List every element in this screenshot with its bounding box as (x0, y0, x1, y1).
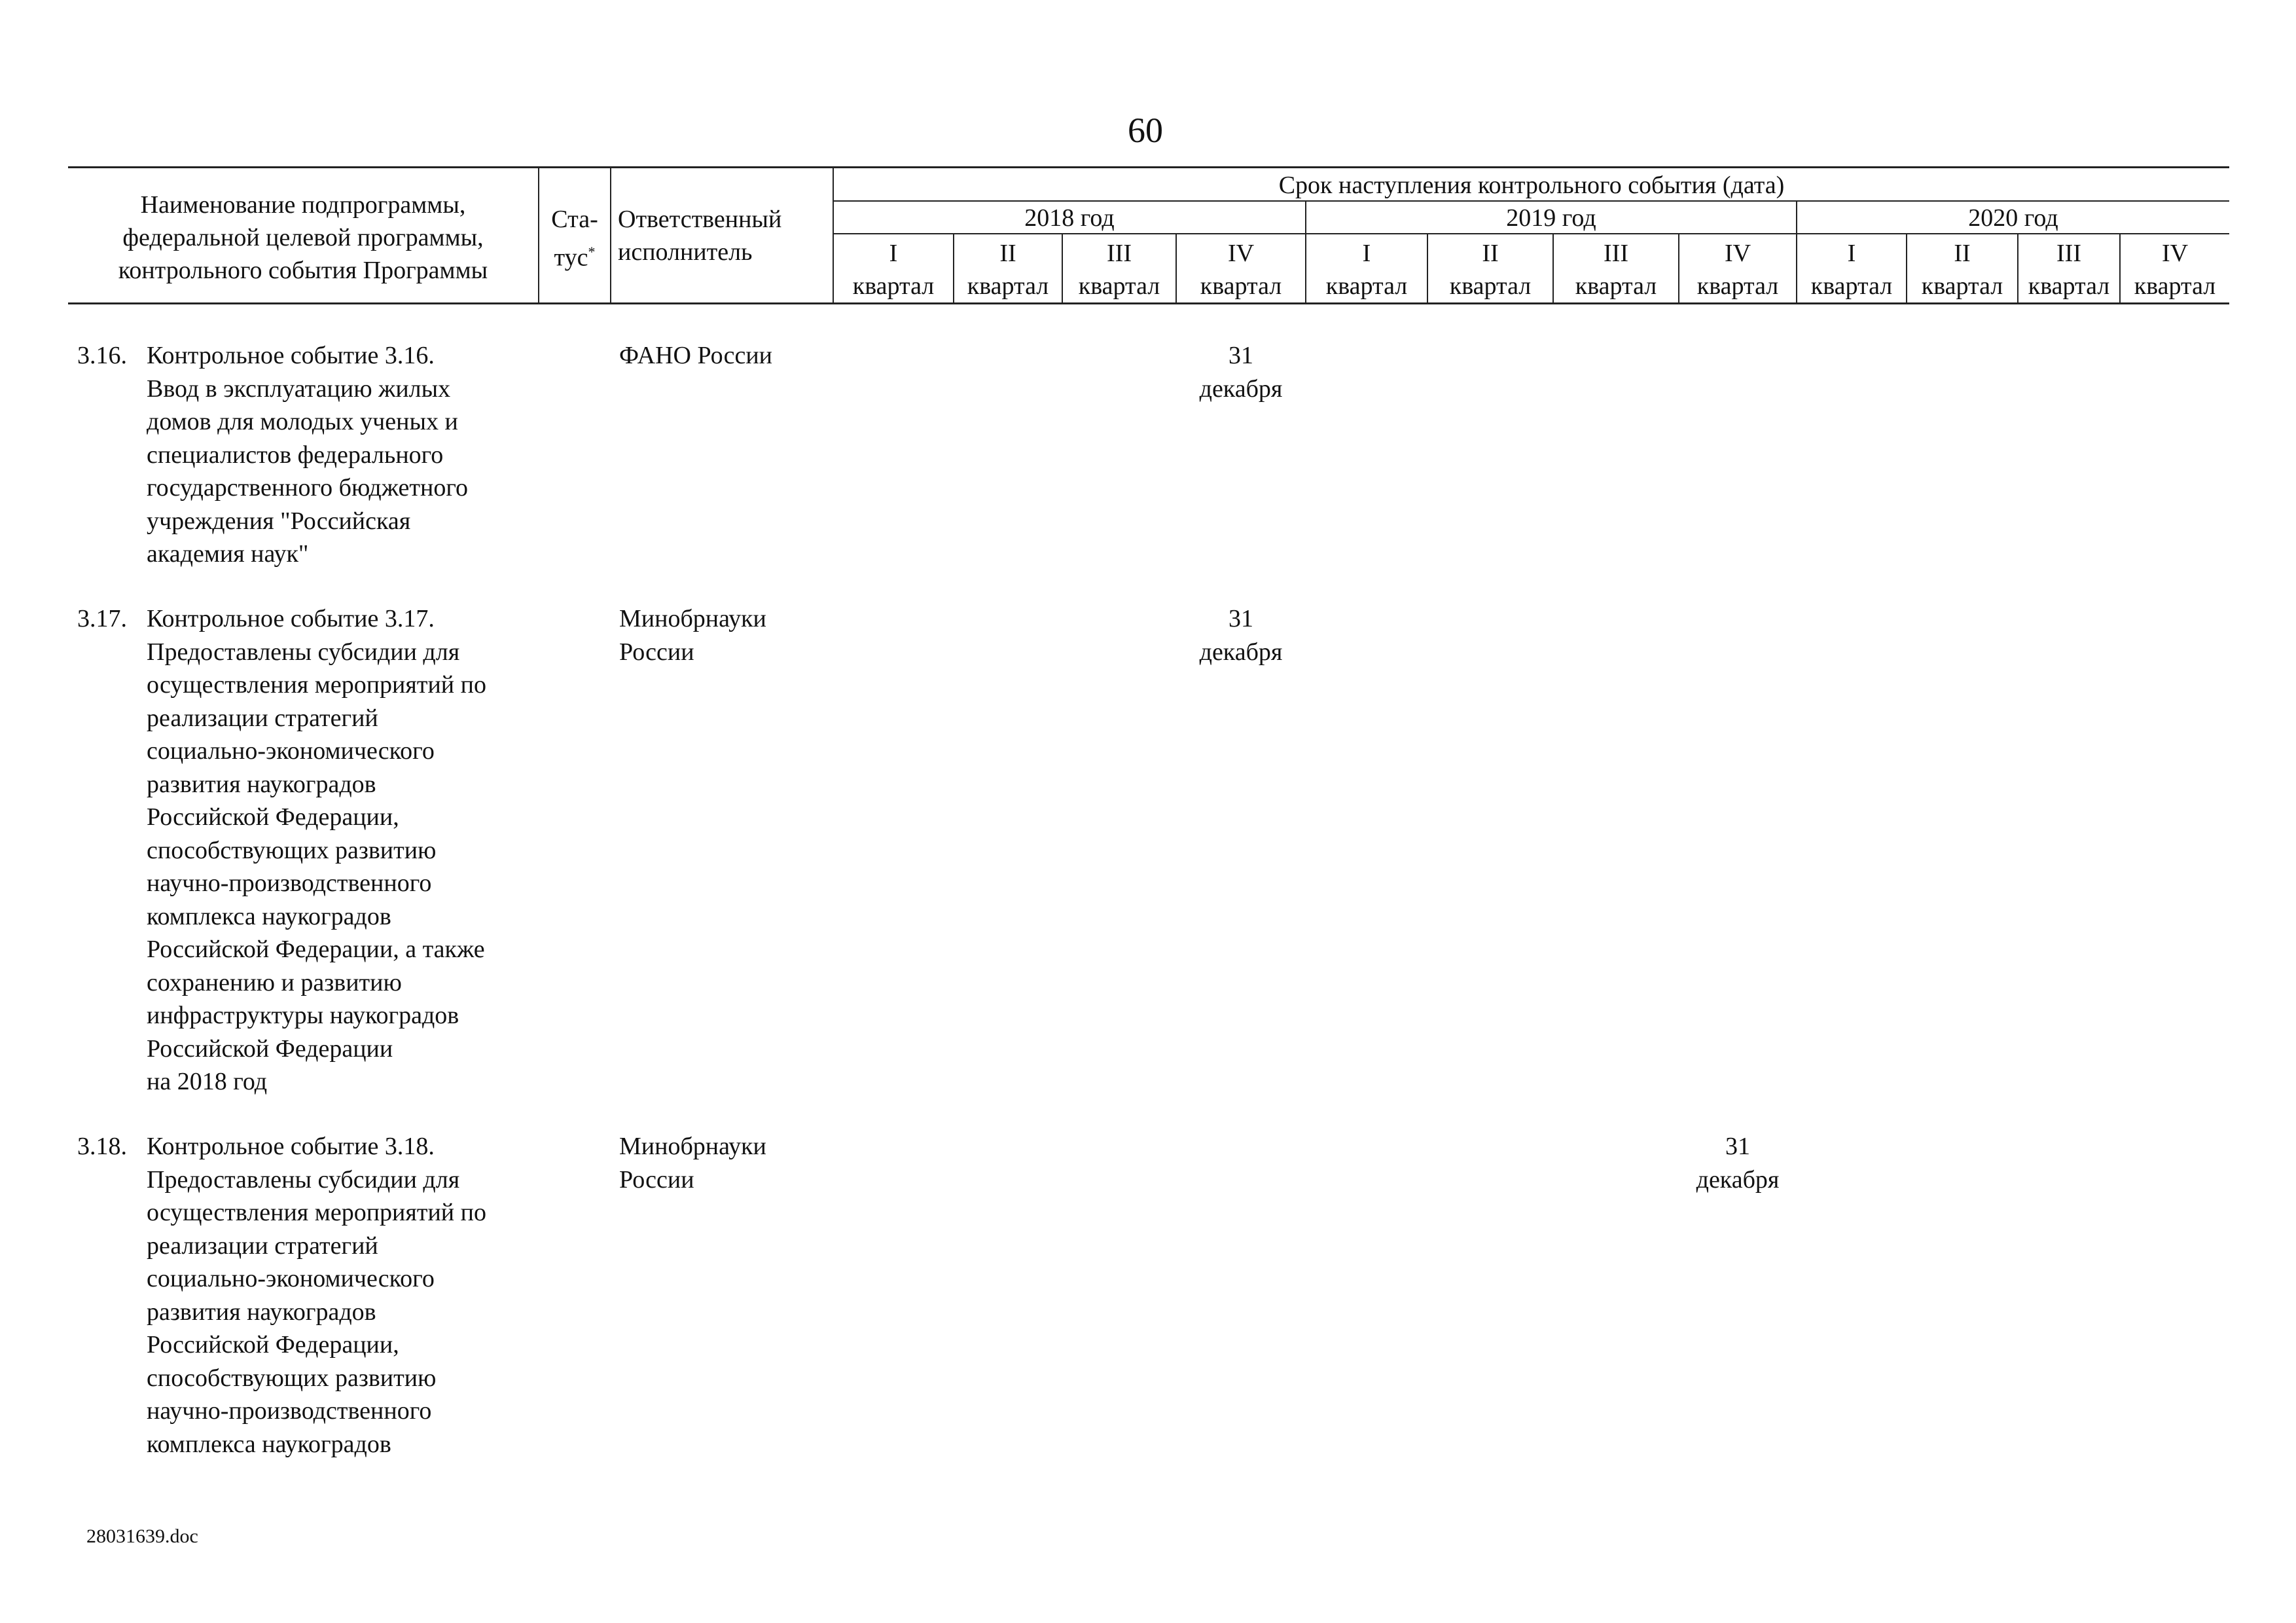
event-description-line: социально-экономического (147, 1265, 435, 1292)
event-description-line: академия наук" (147, 540, 309, 568)
status-column-header-line: тус (554, 244, 588, 272)
quarter-label: квартал (967, 272, 1049, 300)
document-filename: 28031639.doc (86, 1525, 198, 1547)
quarter-label: квартал (1575, 272, 1657, 300)
quarter-header (1306, 237, 1427, 302)
name-column-header-line: контрольного события Программы (118, 257, 488, 284)
event-executor-line: России (619, 638, 694, 666)
status-column-header (539, 203, 610, 274)
event-description-line: государственного бюджетного (147, 474, 468, 501)
quarter-numeral: III (1604, 240, 1628, 267)
event-description (147, 1130, 486, 1461)
event-date-month: декабря (1199, 374, 1283, 403)
event-description-line: развития наукоградов (147, 770, 376, 798)
quarter-numeral: III (2056, 240, 2081, 267)
event-executor-line: ФАНО России (619, 342, 772, 369)
quarter-header (1554, 237, 1678, 302)
quarter-header (1797, 237, 1906, 302)
event-number: 3.18. (77, 1133, 127, 1160)
status-column-header-line: Ста- (551, 206, 598, 233)
event-description-line: Контрольное событие 3.17. (147, 605, 435, 632)
event-description-line: научно-производственного (147, 869, 432, 897)
event-description-line: Российской Федерации, (147, 1331, 399, 1359)
event-date-day: 31 (1725, 1133, 1750, 1160)
year-header-2018: 2018 год (1024, 204, 1115, 232)
quarter-numeral: III (1107, 240, 1132, 267)
event-description-line: осуществления мероприятий по (147, 1199, 486, 1226)
table-top-border (68, 166, 2229, 168)
event-description-line: сохранению и развитию (147, 968, 402, 996)
event-description-line: учреждения "Российская (147, 507, 411, 535)
status-footnote-mark: * (588, 244, 596, 260)
executor-column-header-line: исполнитель (618, 238, 753, 266)
event-executor-line: Минобрнауки (619, 605, 766, 632)
event-description-line: на 2018 год (147, 1068, 268, 1095)
event-description-line: комплекса наукоградов (147, 902, 391, 930)
event-description-line: инфраструктуры наукоградов (147, 1002, 459, 1029)
event-executor (619, 339, 772, 373)
quarter-numeral: I (1362, 240, 1371, 267)
quarter-label: квартал (852, 272, 935, 300)
quarter-numeral: II (1482, 240, 1499, 267)
quarter-label: квартал (1325, 272, 1408, 300)
event-description-line: способствующих развитию (147, 1364, 437, 1392)
year-header-2020: 2020 год (1968, 204, 2058, 232)
event-description (147, 602, 486, 1099)
event-description-line: Контрольное событие 3.16. (147, 342, 435, 369)
event-description-line: реализации стратегий (147, 704, 378, 732)
quarter-header (1679, 237, 1796, 302)
event-description (147, 339, 468, 571)
event-date (1679, 1130, 1796, 1196)
quarter-numeral: I (889, 240, 898, 267)
event-date (1177, 339, 1305, 405)
quarter-numeral: IV (1227, 240, 1255, 267)
executor-column-header (618, 203, 831, 268)
event-description-line: домов для молодых ученых и (147, 408, 458, 435)
event-description-line: социально-экономического (147, 737, 435, 765)
column-divider-executor (610, 166, 611, 304)
quarter-label: квартал (1810, 272, 1893, 300)
quarter-label: квартал (1696, 272, 1779, 300)
event-executor-line: России (619, 1165, 694, 1194)
name-column-header-line: Наименование подпрограммы, (140, 191, 466, 219)
event-description-line: Контрольное событие 3.18. (147, 1133, 435, 1160)
event-description-line: Предоставлены субсидии для (147, 638, 460, 666)
event-description-line: реализации стратегий (147, 1231, 378, 1260)
event-date-day: 31 (1229, 605, 1253, 632)
quarter-label: квартал (1078, 272, 1160, 300)
event-description-line: развития наукоградов (147, 1298, 376, 1326)
event-number: 3.17. (77, 605, 127, 632)
event-description-line: специалистов федерального (147, 441, 444, 469)
quarter-header (1907, 237, 2017, 302)
executor-column-header-line: Ответственный (618, 206, 782, 233)
event-executor-line: Минобрнауки (619, 1133, 766, 1160)
table-header-bottom-border (68, 302, 2229, 304)
quarter-header (1063, 237, 1175, 302)
page-number: 60 (1128, 111, 1163, 150)
quarter-numeral: IV (2161, 240, 2189, 267)
event-number: 3.16. (77, 342, 127, 369)
event-description-line: Предоставлены субсидии для (147, 1165, 460, 1194)
quarter-label: квартал (1921, 272, 2003, 300)
quarter-label: квартал (1449, 272, 1532, 300)
quarter-numeral: I (1847, 240, 1856, 267)
event-description-line: осуществления мероприятий по (147, 671, 486, 699)
quarter-header (1177, 237, 1305, 302)
quarter-label: квартал (2028, 272, 2110, 300)
event-description-line: способствующих развитию (147, 836, 437, 864)
event-date (1177, 602, 1305, 668)
quarter-header (834, 237, 953, 302)
event-date-month: декабря (1199, 638, 1283, 666)
deadline-header: Срок наступления контрольного события (дата) (1278, 172, 1785, 199)
quarter-label: квартал (2134, 272, 2216, 300)
quarter-label: квартал (1200, 272, 1282, 300)
event-description-line: Ввод в эксплуатацию жилых (147, 374, 451, 403)
event-description-line: комплекса наукоградов (147, 1430, 391, 1458)
quarter-header (2018, 237, 2119, 302)
name-column-header (68, 189, 538, 287)
event-description-line: Российской Федерации, (147, 803, 399, 831)
event-description-line: Российской Федерации, а также (147, 936, 485, 963)
event-description-line: научно-производственного (147, 1397, 432, 1425)
year-header-2019: 2019 год (1506, 204, 1596, 232)
event-date-month: декабря (1696, 1165, 1780, 1194)
quarter-numeral: II (1954, 240, 1971, 267)
event-executor (619, 1130, 766, 1196)
quarter-header (954, 237, 1062, 302)
name-column-header-line: федеральной целевой программы, (122, 224, 484, 251)
event-description-line: Российской Федерации (147, 1034, 393, 1063)
quarter-numeral: II (999, 240, 1016, 267)
quarter-numeral: IV (1724, 240, 1751, 267)
event-executor (619, 602, 766, 668)
event-date-day: 31 (1229, 342, 1253, 369)
quarter-header (1428, 237, 1552, 302)
quarter-header (2121, 237, 2229, 302)
